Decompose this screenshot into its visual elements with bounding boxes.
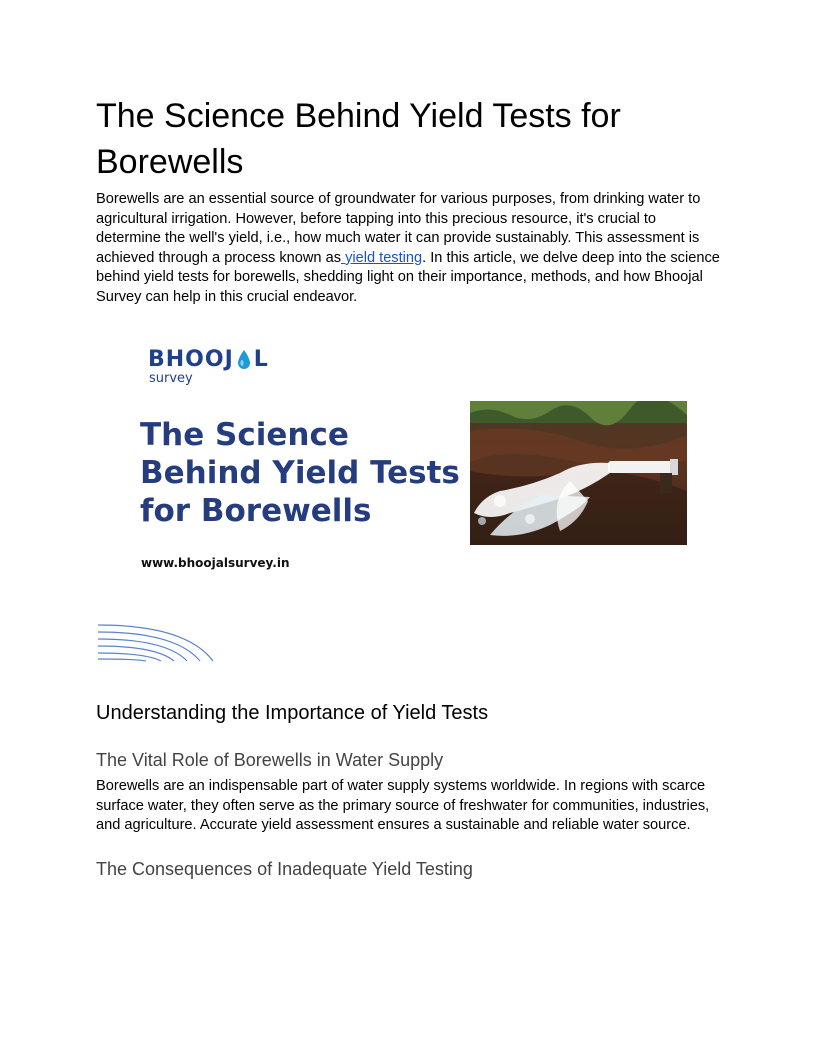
- intro-text-end: . In this article, we delve deep into the science behind yield tests for borewells, shedding light on their importance, methods, and how Bhoojal Survey can help in this crucial endeavor.: [96, 249, 720, 305]
- logo-subtext: survey: [149, 371, 193, 386]
- subsection-heading: The Vital Role of Borewells in Water Supply: [96, 750, 444, 770]
- article-banner-image: [96, 320, 720, 670]
- intro-text-start: Borewells are an essential source of groundwater for various purposes, from drinking water to agricultural irrigation. However, before tapping into this precious resource, it's crucial to determine the well's yield, i.e., how much water it can provide sustainably. This assessment is achieved through a process known as: [96, 191, 701, 266]
- borewell-pipe-photo: [470, 401, 687, 545]
- subsection-heading: The Consequences of Inadequate Yield Testing: [96, 859, 473, 879]
- logo-text-right: L: [253, 347, 269, 372]
- banner-url: www.bhoojalsurvey.in: [141, 556, 290, 570]
- wave-lines-decoration: [96, 623, 216, 663]
- subsection-paragraph: Borewells are an indispensable part of water supply systems worldwide. In regions with scarce surface water, they often serve as the primary source of freshwater for communities, industries, and agriculture. Accurate yield assessment ensures a sustainable and reliable water source.: [96, 778, 710, 834]
- page-title: The Science Behind Yield Tests for Borewells: [96, 97, 621, 181]
- bhoojal-logo: [148, 348, 269, 386]
- intro-paragraph: [96, 190, 720, 308]
- water-drop-icon: [236, 349, 252, 371]
- banner-heading-line: for Borewells: [140, 493, 372, 529]
- banner-heading-line: The Science: [140, 417, 349, 453]
- banner-heading-line: Behind Yield Tests: [140, 455, 460, 491]
- yield-testing-link[interactable]: yield testing: [341, 249, 423, 266]
- section-heading: Understanding the Importance of Yield Tests: [96, 702, 489, 724]
- logo-text-left: BHOOJ: [148, 347, 234, 372]
- banner-heading: [140, 416, 470, 530]
